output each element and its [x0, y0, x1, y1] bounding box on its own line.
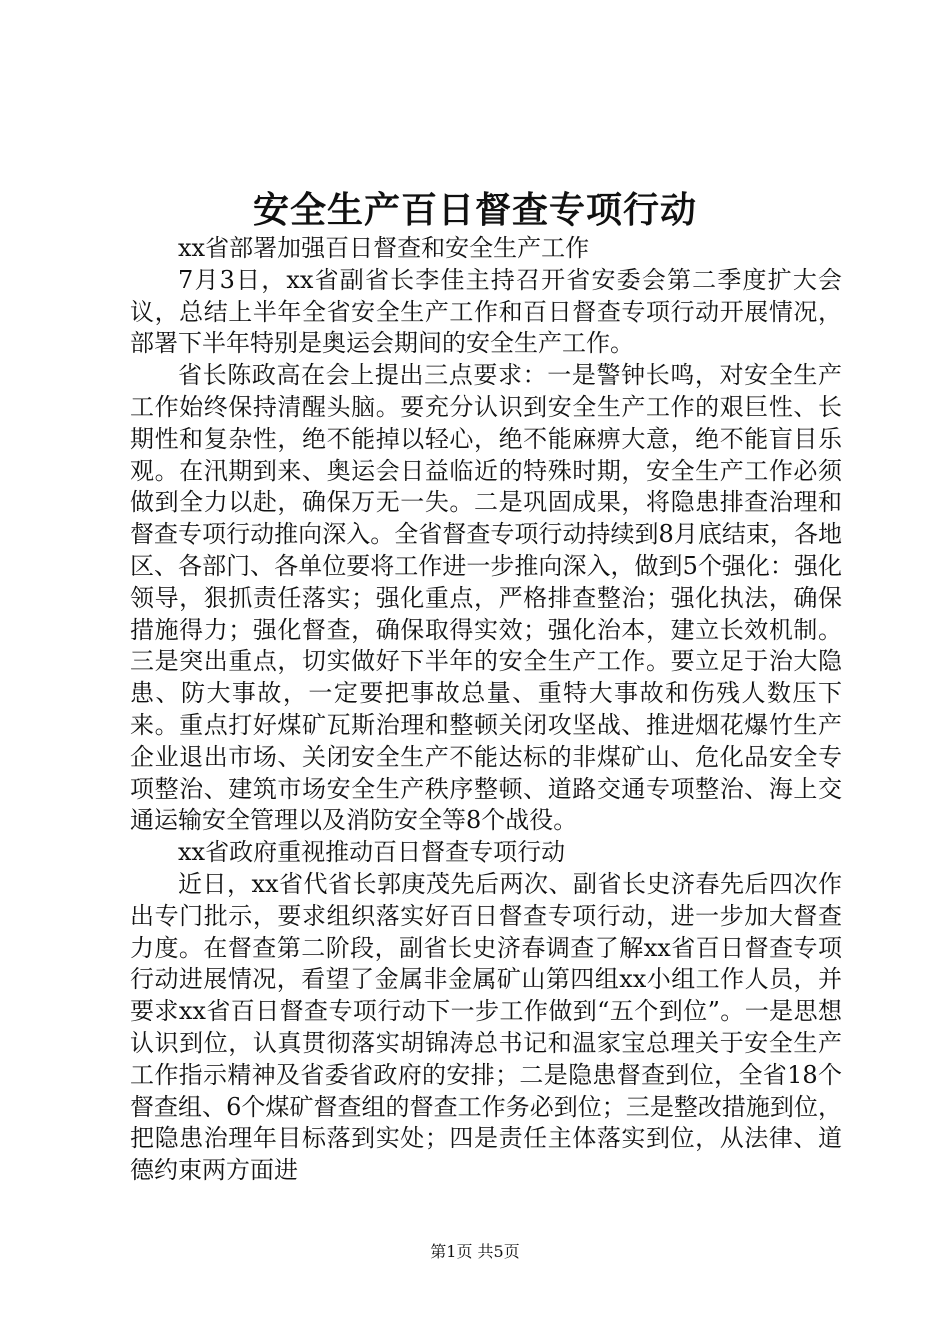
- document-title: 安全生产百日督查专项行动: [252, 189, 697, 231]
- page-footer: 第1页 共5页: [430, 1242, 520, 1261]
- body-paragraph: 7月3日，xx省副省长李佳主持召开省安委会第二季度扩大会议，总结上半年全省安全生产工作和百日督查专项行动开展情况，部署下半年特别是奥运会期间的安全生产工作。: [130, 265, 842, 358]
- section-heading: xx省政府重视推动百日督查专项行动: [178, 838, 566, 867]
- document-body: [130, 233, 842, 1187]
- body-paragraph: 省长陈政高在会上提出三点要求：一是警钟长鸣，对安全生产工作始终保持清醒头脑。要充分认识到安全生产工作的艰巨性、长期性和复杂性，绝不能掉以轻心，绝不能麻痹大意，绝不能盲目乐观。在汛期到来、奥运会日益临近的特殊时期，安全生产工作必须做到全力以赴，确保万无一失。二是巩固成果，将隐患排查治理和督查专项行动推向深入。全省督查专项行动持续到8月底结束，各地区、各部门、各单位要将工作进一步推向深入，做到5个强化：强化领导，狠抓责任落实；强化重点，严格排查整治；强化执法，确保措施得力；强化督查，确保取得实效；强化治本，建立长效机制。三是突出重点，切实做好下半年的安全生产工作。要立足于治大隐患、防大事故，一定要把事故总量、重特大事故和伤残人数压下来。重点打好煤矿瓦斯治理和整顿关闭攻坚战、推进烟花爆竹生产企业退出市场、关闭安全生产不能达标的非煤矿山、危化品安全专项整治、建筑市场安全生产秩序整顿、道路交通专项整治、海上交通运输安全管理以及消防安全等8个战役。: [130, 361, 842, 835]
- section-heading: xx省部署加强百日督查和安全生产工作: [178, 234, 590, 262]
- body-paragraph: 近日，xx省代省长郭庚茂先后两次、副省长史济春先后四次作出专门批示，要求组织落实好百日督查专项行动，进一步加大督查力度。在督查第二阶段，副省长史济春调查了解xx省百日督查专项行动进展情况，看望了金属非金属矿山第四组xx小组工作人员，并要求xx省百日督查专项行动下一步工作做到“五个到位”。一是思想认识到位，认真贯彻落实胡锦涛总书记和温家宝总理关于安全生产工作指示精神及省委省政府的安排；二是隐患督查到位，全省18个督查组、6个煤矿督查组的督查工作务必到位；三是整改措施到位，把隐患治理年目标落到实处；四是责任主体落实到位，从法律、道德约束两方面进: [130, 869, 842, 1185]
